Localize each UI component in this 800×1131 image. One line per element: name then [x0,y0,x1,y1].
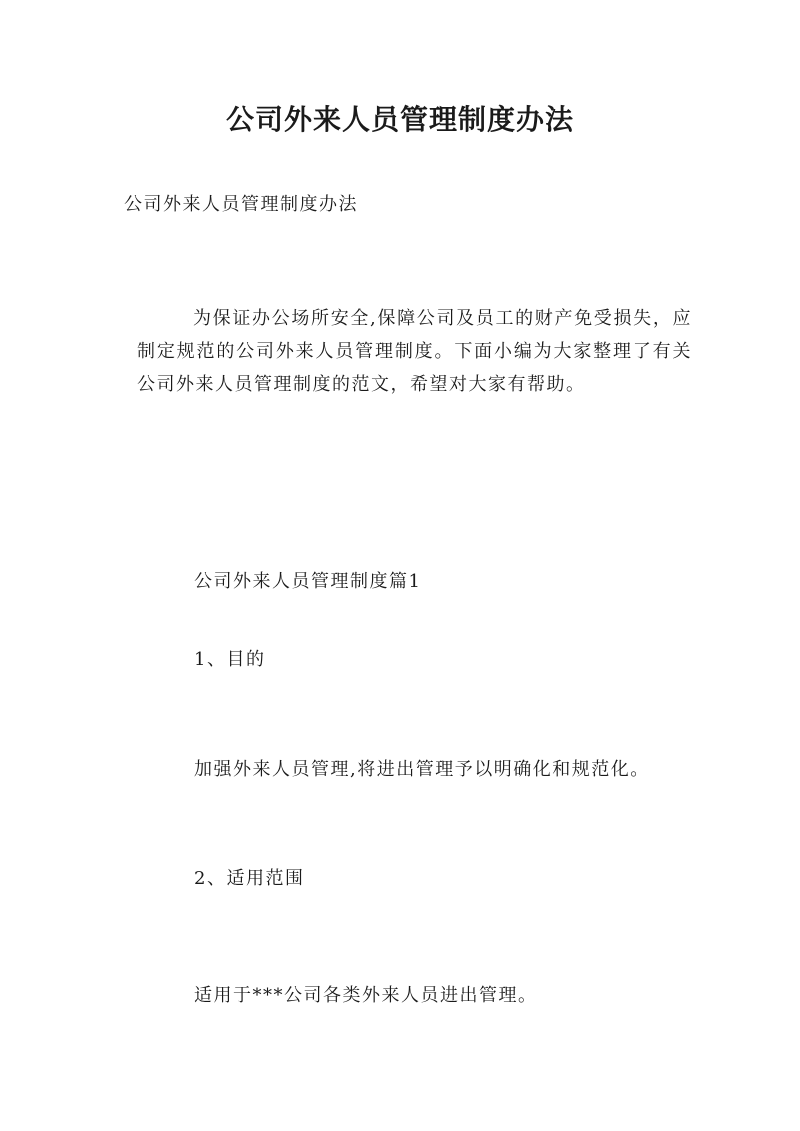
item-body-purpose: 加强外来人员管理,将进出管理予以明确化和规范化。 [194,759,650,780]
item-body-scope: 适用于***公司各类外来人员进出管理。 [194,985,538,1006]
section-heading: 公司外来人员管理制度篇1 [194,571,422,592]
document-subtitle: 公司外来人员管理制度办法 [124,194,358,215]
item-heading-scope: 2、适用范围 [194,868,305,889]
item-heading-purpose: 1、目的 [194,649,266,670]
intro-paragraph: 为保证办公场所安全,保障公司及员工的财产免受损失，应制定规范的公司外来人员管理制度。下面小编为大家整理了有关公司外来人员管理制度的范文，希望对大家有帮助。 [137,308,692,395]
document-title: 公司外来人员管理制度办法 [225,103,574,136]
